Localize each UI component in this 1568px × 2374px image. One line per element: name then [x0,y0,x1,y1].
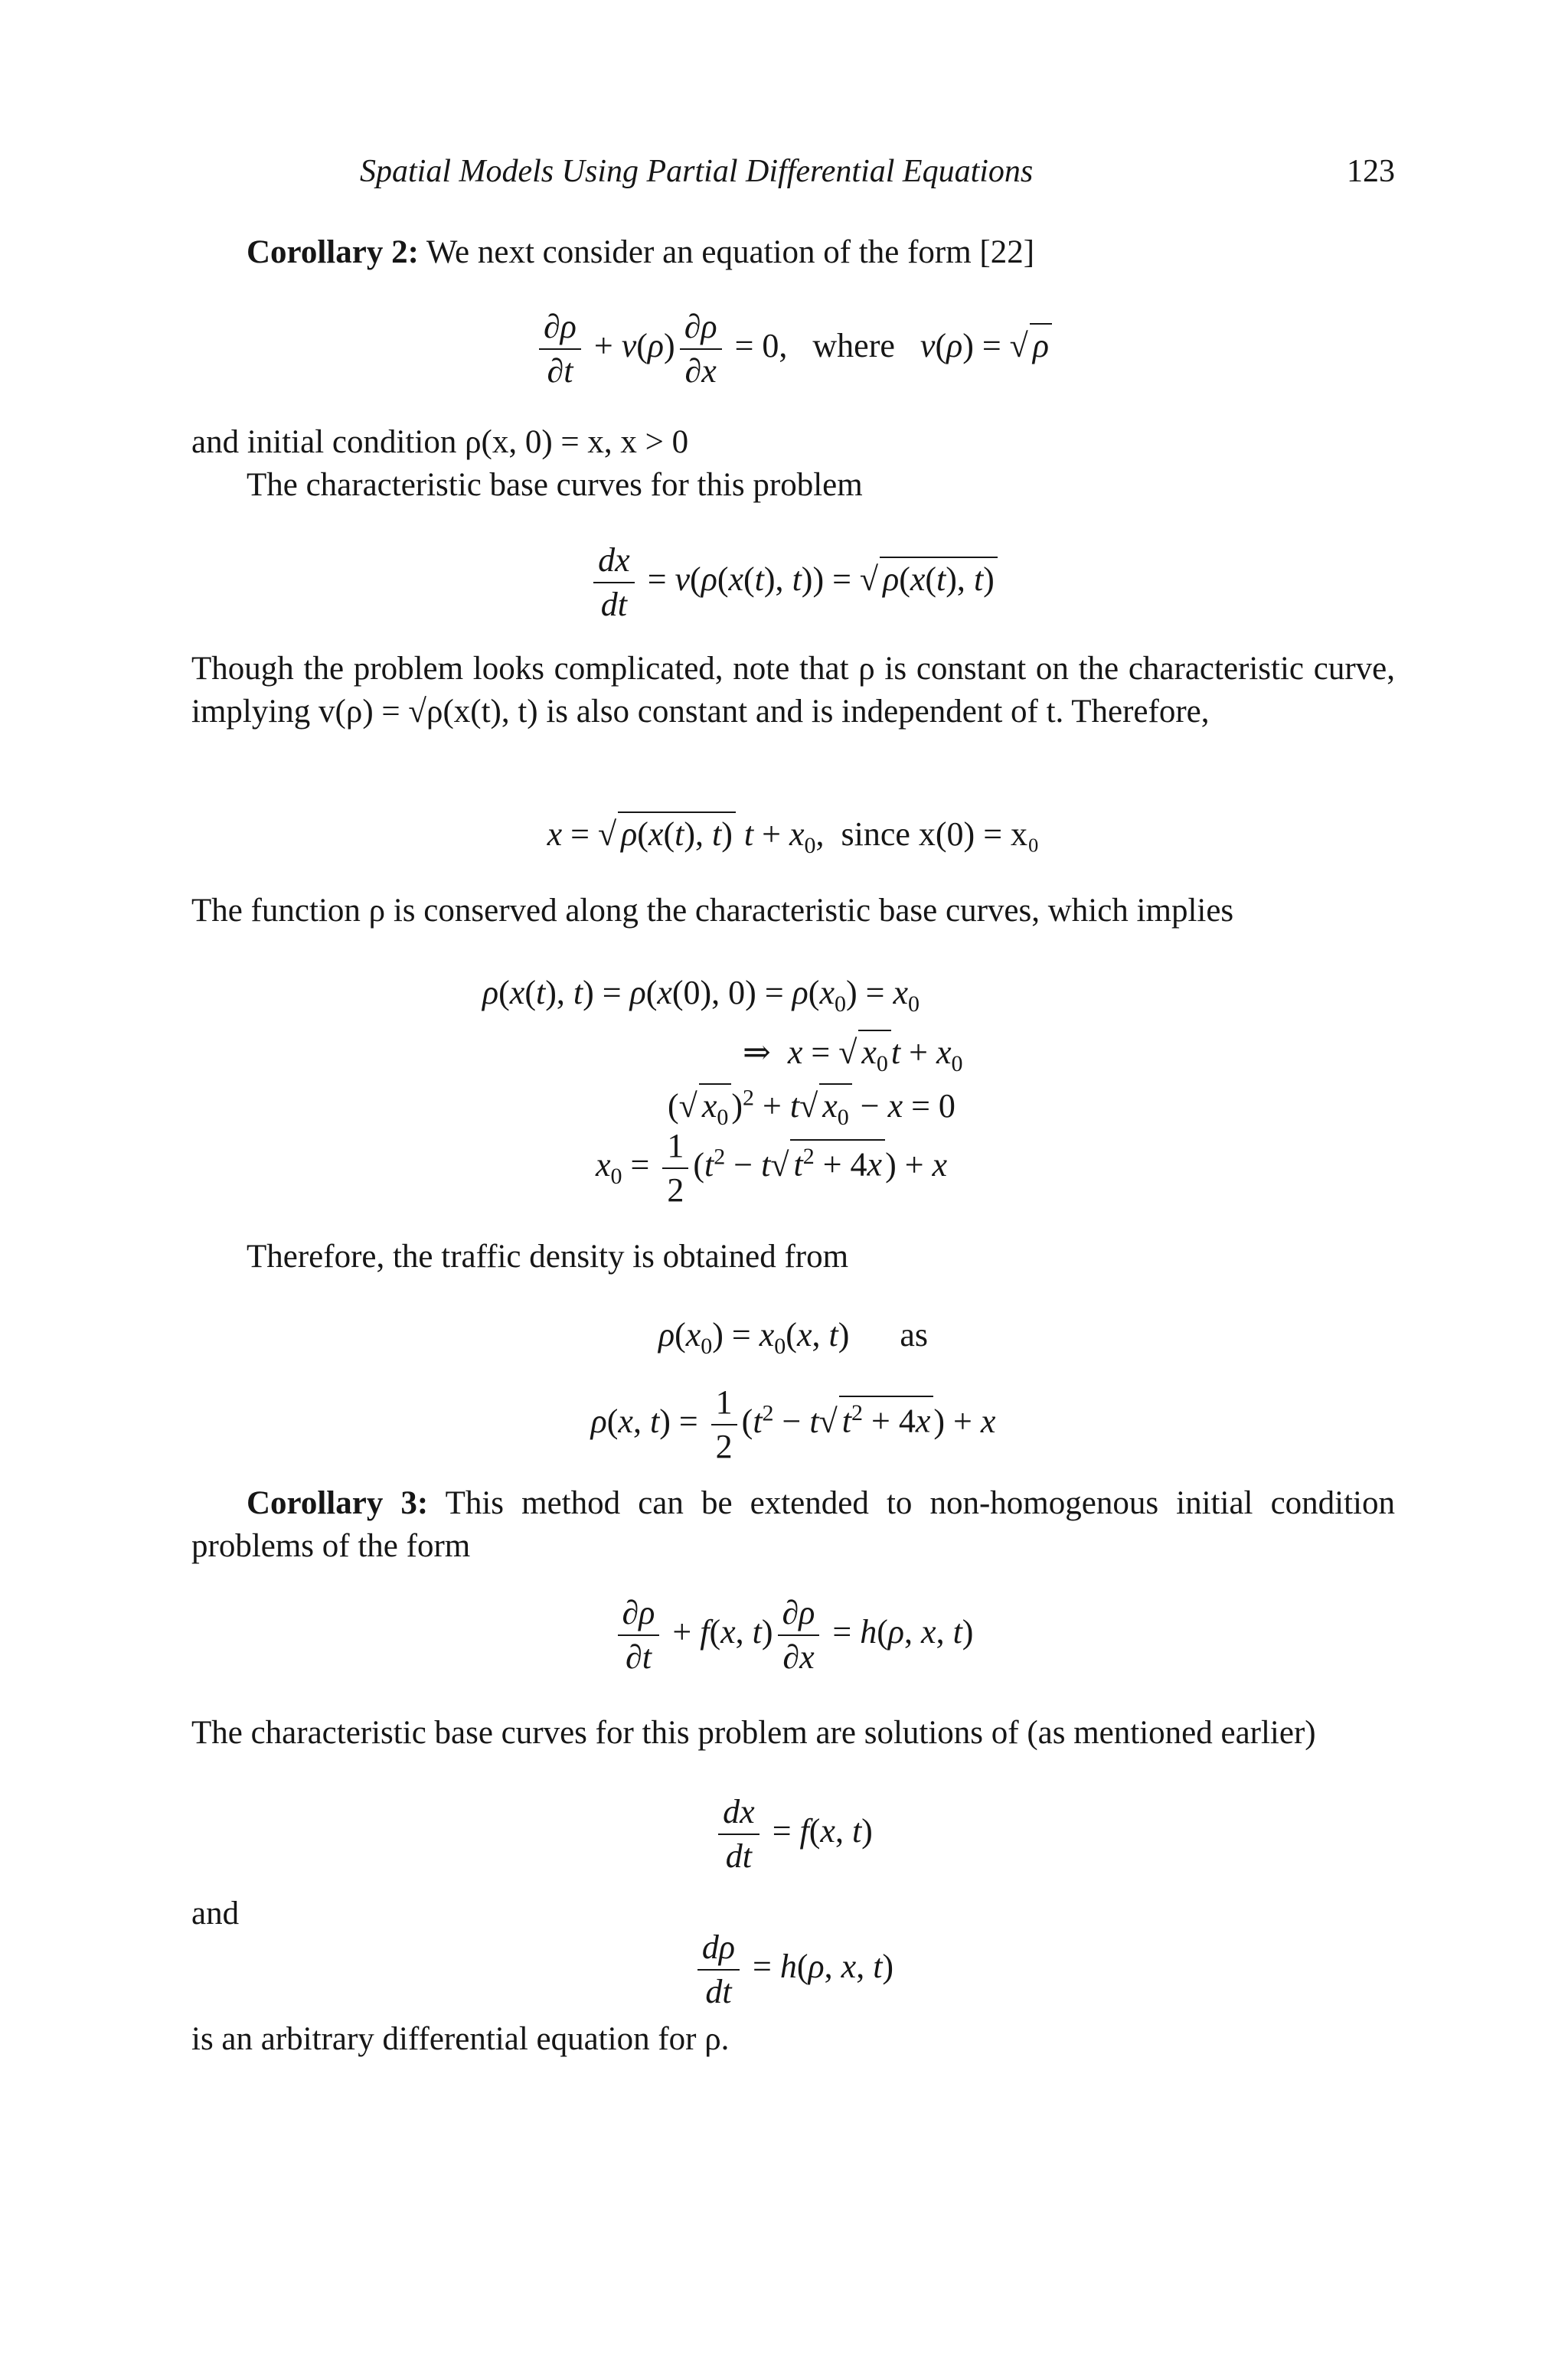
eq-where-word: where [812,327,895,365]
equation-x-solution: x = √ ρ(x(t), t) $t + x_0$, since x(0) = x₀ [191,811,1395,857]
corollary-3-intro [191,1482,1395,1568]
equation-dxdt: $\frac{dx}{dt}$ = v(ρ(x(t), t)) = √ ρ(x(t), t) [191,544,1395,622]
page-header [191,153,1395,199]
since-clause: since x(0) = x₀ [841,815,1040,853]
corollary-2-intro [191,231,1395,274]
initial-condition-line: and initial condition ρ(x, 0) = x, x > 0 [191,424,689,460]
and-line: and [191,1896,240,1932]
conserved-line: The function ρ is conserved along the characteristic base curves, which implies [191,893,1234,929]
char-solutions-paragraph: The characteristic base curves for this problem are solutions of (as mentioned earlier) [191,1715,1316,1751]
corollary-3-intro-text: This method can be extended to non-homogenous initial condition problems of the form [191,1485,1395,1564]
equation-rho-x0: $\rho(x_0) = x_0(x$, t) as [658,1316,929,1359]
page-number: 123 [1347,154,1395,189]
aligned-eq-4: $x_0$ = $\frac{1}{2}$ ($t^2 - t√$ $t^2 + 4x) + x$ [596,1127,948,1209]
equation-pde: $\frac{\partial\rho}{\partial t}$ + v(ρ) $\frac{\partial\rho}{\partial x}$ = 0, where v(ρ) = √ ρ [191,310,1395,388]
corollary-3-label: Corollary 3: [247,1485,429,1521]
as-word: as [900,1316,929,1354]
characteristic-curves-line: The characteristic base curves for this problem [247,467,863,503]
aligned-eq-1: ρ(x(t), t) = ρ(x(0), $0) = \rho(x_0) = x_0$ [482,974,920,1017]
corollary-2-label: Corollary 2: [247,234,419,270]
equation-density: ρ(x, t) = $\frac{1}{2}$ ($t^2 - t√$ $t^2 + 4x) + x$ [590,1383,996,1465]
corollary-2-intro-text: We next consider an equation of the form [22] [426,234,1035,270]
equation-drhodt-h: $\frac{d\rho}{dt}$ = h(ρ, x, t) [191,1931,1395,2009]
therefore-line: Therefore, the traffic density is obtained from [247,1239,849,1275]
aligned-eq-3: (√ $x_0)^2 + t√$ $x_0 - x = 0$ [668,1083,956,1130]
arbitrary-line: is an arbitrary differential equation for ρ. [191,2021,730,2057]
equation-dxdt-f: $\frac{dx}{dt}$ = f(x, t) [191,1795,1395,1873]
running-title: Spatial Models Using Partial Differential Equations [360,154,1034,189]
aligned-eq-2: ⇒ x = √ $x_0t + x_0$ [743,1030,963,1076]
equation-nonhomogeneous: $\frac{\partial\rho}{\partial t}$ + f(x, t) $\frac{\partial\rho}{\partial x}$ = h(ρ, x, t) [191,1596,1395,1674]
though-paragraph: Though the problem looks complicated, note that ρ is constant on the characteristic curve, implying v(ρ) = √ρ(x(t), t) is also constant and is independent of t. Therefore, [191,651,1395,730]
